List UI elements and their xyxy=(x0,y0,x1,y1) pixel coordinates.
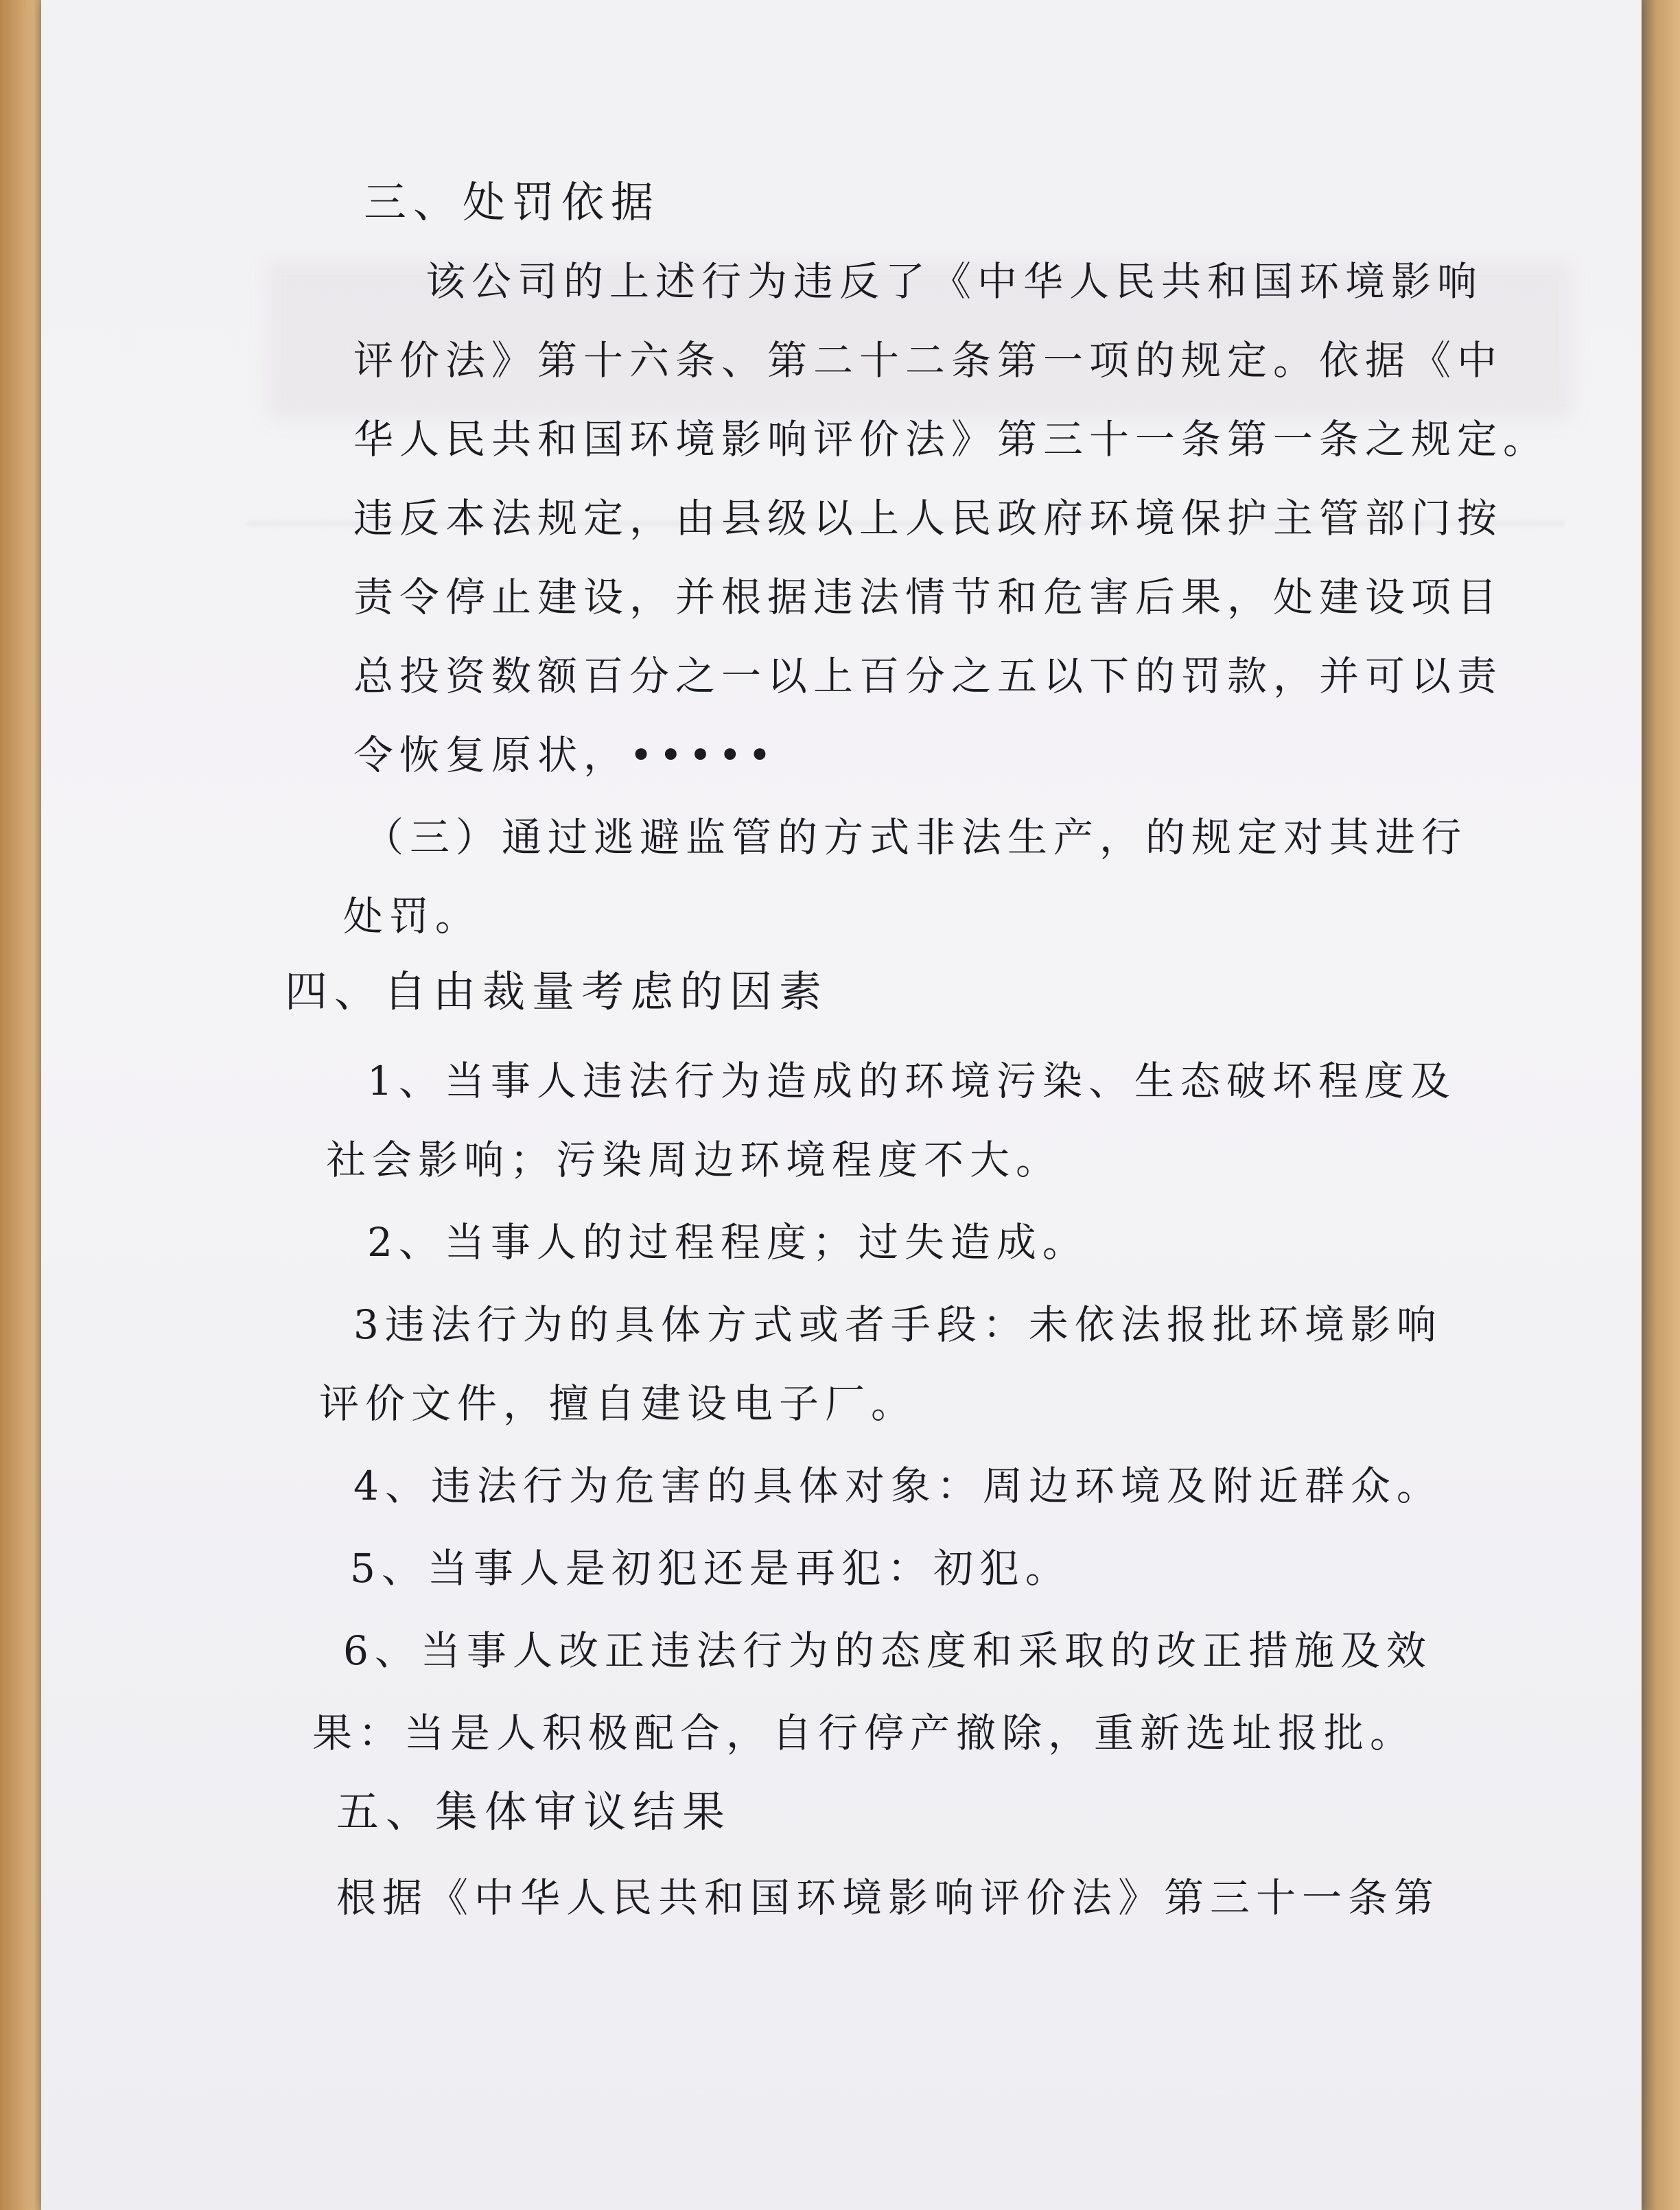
paragraph-line: 评价法》第十六条、第二十二条第一项的规定。依据《中 xyxy=(353,337,1504,384)
paragraph-line: 处罚。 xyxy=(343,893,482,940)
paragraph-line: 责令停止建设，并根据违法情节和危害后果，处建设项目 xyxy=(353,574,1504,620)
factor-item-1-continued: 社会影响；污染周边环境程度不大。 xyxy=(326,1137,1062,1183)
factor-item-3: 3违法行为的具体方式或者手段：未依法报批环境影响 xyxy=(353,1301,1443,1348)
factor-item-5: 5、当事人是初犯还是再犯：初犯。 xyxy=(350,1545,1071,1592)
factor-item-6-continued: 果：当是人积极配合，自行停产撤除，重新选址报批。 xyxy=(312,1710,1416,1756)
document-body xyxy=(41,0,1642,2210)
section-heading-collective-review: 五、集体审议结果 xyxy=(336,1787,732,1837)
paragraph-line: 违反本法规定，由县级以上人民政府环境保护主管部门按 xyxy=(353,495,1504,542)
paragraph-line: 该公司的上述行为违反了《中华人民共和国环境影响 xyxy=(425,258,1484,305)
factor-item-3-continued: 评价文件，擅自建设电子厂。 xyxy=(319,1380,918,1427)
section-heading-discretion-factors: 四、自由裁量考虑的因素 xyxy=(285,966,829,1016)
factor-item-4: 4、违法行为危害的具体对象：周边环境及附近群众。 xyxy=(353,1463,1443,1509)
paragraph-line: （三）通过逃避监管的方式非法生产，的规定对其进行 xyxy=(364,814,1468,861)
paragraph-line: 令恢复原状，••••• xyxy=(353,732,778,778)
paragraph-line: 根据《中华人民共和国环境影响评价法》第三十一条第 xyxy=(336,1874,1440,1921)
table-surface-right xyxy=(1642,0,1680,2210)
paragraph-line: 总投资数额百分之一以上百分之五以下的罚款，并可以责 xyxy=(353,653,1504,699)
section-heading-penalty-basis: 三、处罚依据 xyxy=(364,177,661,227)
document-page xyxy=(41,0,1642,2210)
factor-item-2: 2、当事人的过程程度；过失造成。 xyxy=(367,1219,1088,1266)
factor-item-1: 1、当事人违法行为造成的环境污染、生态破坏程度及 xyxy=(367,1058,1456,1104)
paragraph-line: 华人民共和国环境影响评价法》第三十一条第一条之规定。 xyxy=(353,416,1550,463)
factor-item-6: 6、当事人改正违法行为的态度和采取的改正措施及效 xyxy=(343,1627,1432,1674)
